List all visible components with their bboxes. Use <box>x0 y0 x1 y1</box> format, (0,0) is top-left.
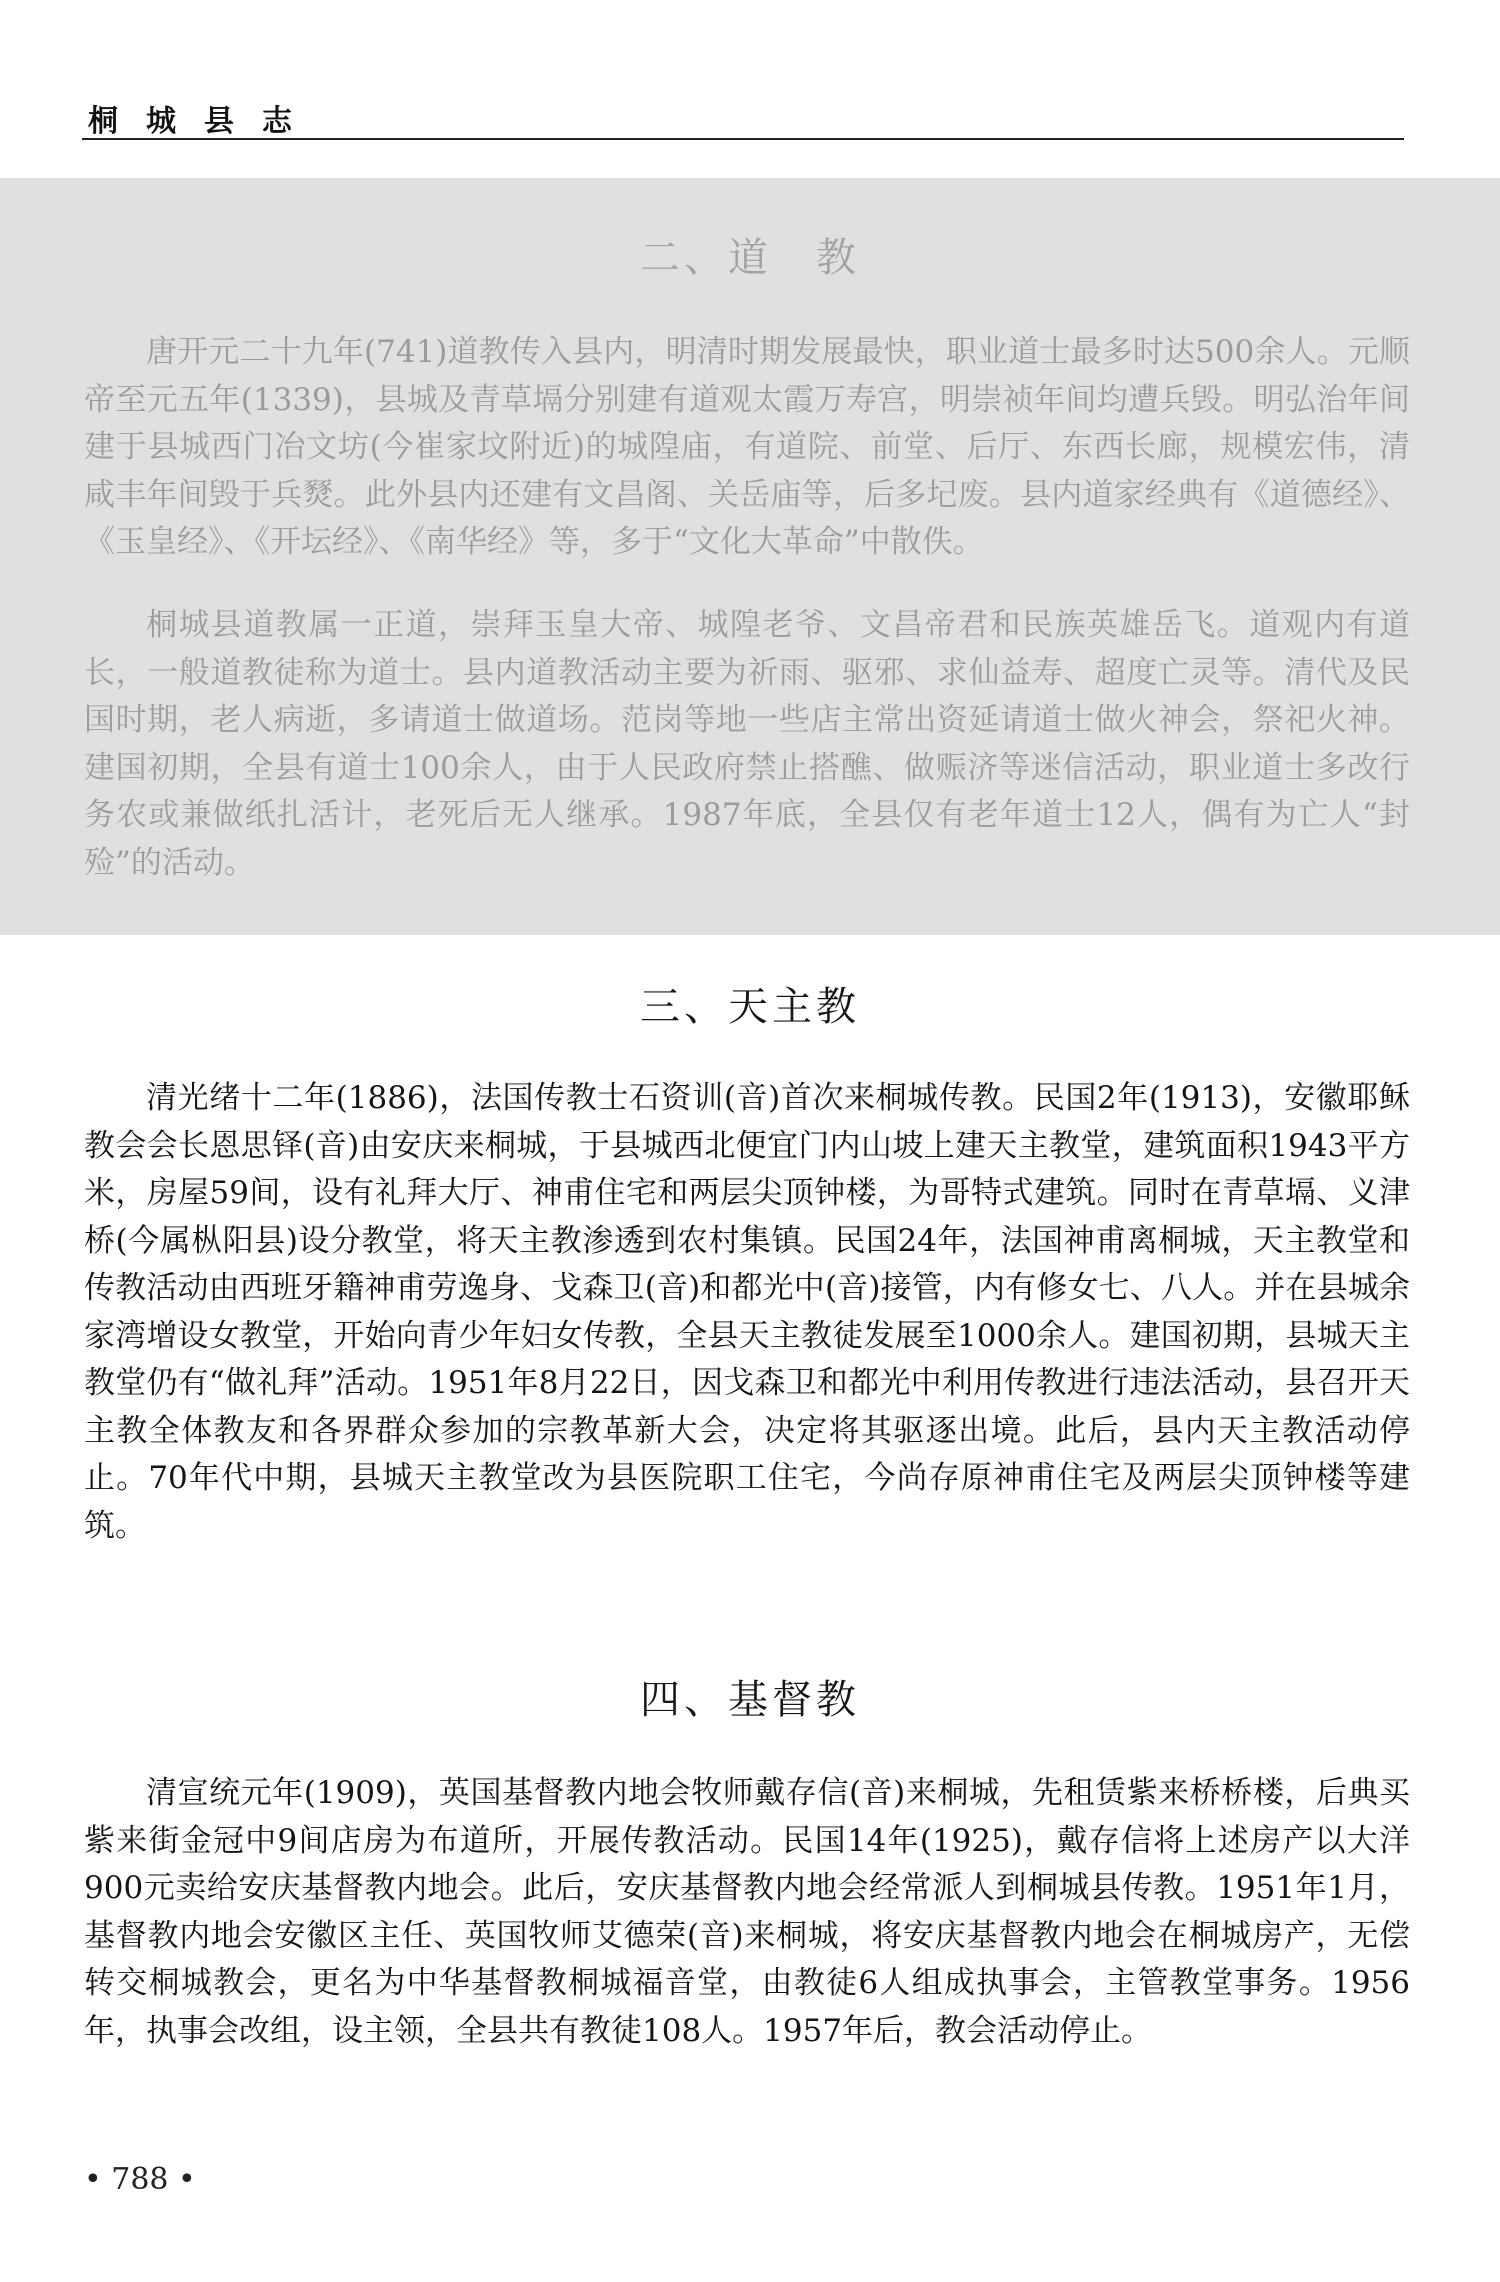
section-title-catholicism: 三、天主教 <box>640 984 860 1030</box>
book-title: 桐城县志 <box>88 104 320 139</box>
section-paragraph: 桐城县道教属一正道，崇拜玉皇大帝、城隍老爷、文昌帝君和民族英雄岳飞。道观内有道长，一般道教徒称为道士。县内道教活动主要为祈雨、驱邪、求仙益寿、超度亡灵等。清代及民国时期，老人病逝，多请道士做道场。范岗等地一些店主常出资延请道士做火神会，祭祀火神。建国初期，全县有道士100余人，由于人民政府禁止搭醮、做赈济等迷信活动，职业道士多改行务农或兼做纸扎活计，老死后无人继承。1987年底，全县仅有老年道士12人，偶有为亡人“封殓”的活动。 <box>84 607 1410 881</box>
section-title-taoism: 二、道 教 <box>640 235 860 281</box>
section-title-christianity: 四、基督教 <box>640 1677 860 1723</box>
section-paragraph: 唐开元二十九年(741)道教传入县内，明清时期发展最快，职业道士最多时达500余人。元顺帝至元五年(1339)，县城及青草塥分别建有道观太霞万寿宫，明崇祯年间均遭兵毁。明弘治年间建于县城西门冶文坊(今崔家坟附近)的城隍庙，有道院、前堂、后厅、东西长廊，规模宏伟，清咸丰年间毁于兵燹。此外县内还建有文昌阁、关岳庙等，后多圮废。县内道家经典有《道德经》、《玉皇经》、《开坛经》、《南华经》等，多于“文化大革命”中散佚。 <box>84 334 1410 560</box>
section-paragraph: 清宣统元年(1909)，英国基督教内地会牧师戴存信(音)来桐城，先租赁紫来桥桥楼，后典买紫来街金冠中9间店房为布道所，开展传教活动。民国14年(1925)，戴存信将上述房产以大洋900元卖给安庆基督教内地会。此后，安庆基督教内地会经常派人到桐城县传教。1951年1月，基督教内地会安徽区主任、英国牧师艾德荣(音)来桐城，将安庆基督教内地会在桐城房产，无偿转交桐城教会，更名为中华基督教桐城福音堂，由教徒6人组成执事会，主管教堂事务。1956年，执事会改组，设主领，全县共有教徒108人。1957年后，教会活动停止。 <box>84 1775 1411 2049</box>
running-header <box>82 92 1404 140</box>
section-paragraph: 清光绪十二年(1886)，法国传教士石资训(音)首次来桐城传教。民国2年(1913)，安徽耶稣教会会长恩思铎(音)由安庆来桐城，于县城西北便宜门内山坡上建天主教堂，建筑面积1943平方米，房屋59间，设有礼拜大厅、神甫住宅和两层尖顶钟楼，为哥特式建筑。同时在青草塥、义津桥(今属枞阳县)设分教堂，将天主教渗透到农村集镇。民国24年，法国神甫离桐城，天主教堂和传教活动由西班牙籍神甫劳逸身、戈森卫(音)和都光中(音)接管，内有修女七、八人。并在县城余家湾增设女教堂，开始向青少年妇女传教，全县天主教徒发展至1000余人。建国初期，县城天主教堂仍有“做礼拜”活动。1951年8月22日，因戈森卫和都光中利用传教进行违法活动，县召开天主教全体教友和各界群众参加的宗教革新大会，决定将其驱逐出境。此后，县内天主教活动停止。70年代中期，县城天主教堂改为县医院职工住宅，今尚存原神甫住宅及两层尖顶钟楼等建筑。 <box>84 1080 1410 1544</box>
page-number: • 788 • <box>84 2162 196 2197</box>
